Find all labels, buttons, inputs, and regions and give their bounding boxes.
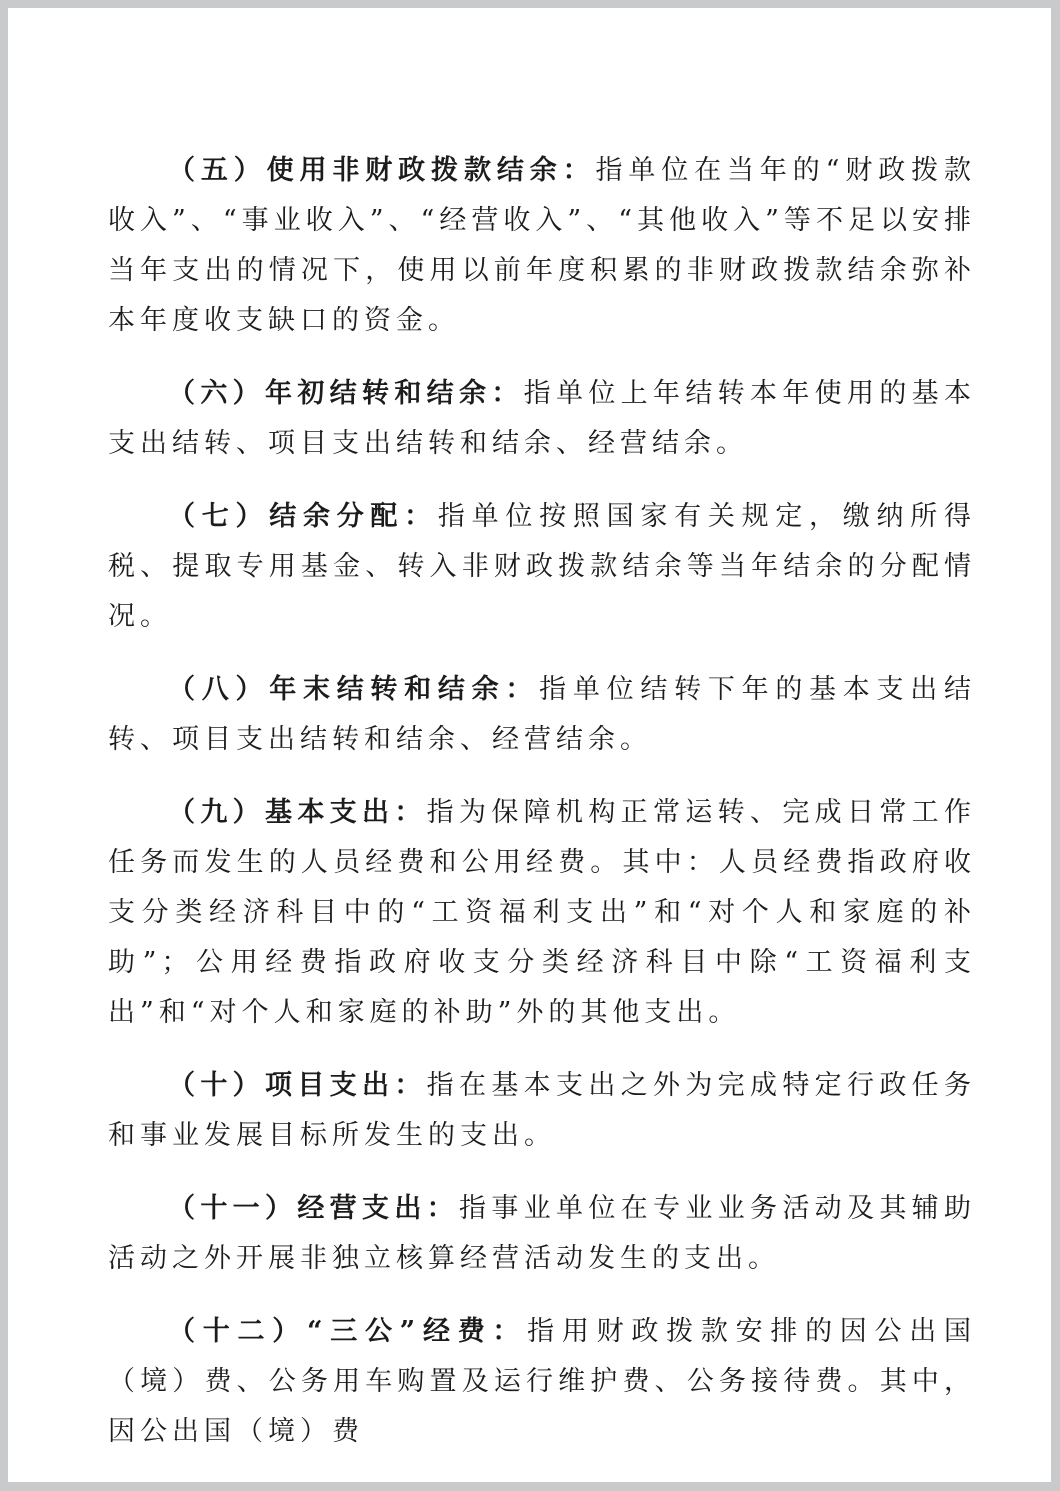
document-page bbox=[8, 8, 1051, 1482]
paragraph-9 bbox=[108, 788, 976, 1038]
paragraph-8 bbox=[108, 665, 976, 765]
paragraph-12 bbox=[108, 1307, 976, 1457]
document-body bbox=[108, 146, 976, 1480]
paragraph-heading: （十二）“三公”经费： bbox=[168, 1316, 528, 1347]
paragraph-text: 指为保障机构正常运转、完成日常工作任务而发生的人员经费和公用经费。其中：人员经费指政府收支分类经济科目中的“工资福利支出”和“对个人和家庭的补助”；公用经费指政府收支分类经济科目中除“工资福利支出”和“对个人和家庭的补助”外的其他支出。 bbox=[108, 797, 977, 1028]
paragraph-heading: （十一）经营支出： bbox=[168, 1193, 459, 1224]
paragraph-5 bbox=[108, 146, 976, 346]
paragraph-6 bbox=[108, 369, 976, 469]
paragraph-10 bbox=[108, 1061, 976, 1161]
paragraph-text: 指在基本支出之外为完成特定行政任务和事业发展目标所发生的支出。 bbox=[108, 1070, 977, 1151]
paragraph-heading: （八）年末结转和结余： bbox=[168, 674, 540, 705]
paragraph-heading: （九）基本支出： bbox=[168, 797, 427, 828]
paragraph-text: 指用财政拨款安排的因公出国（境）费、公务用车购置及运行维护费、公务接待费。其中，因公出国（境）费 bbox=[108, 1316, 977, 1447]
paragraph-11 bbox=[108, 1184, 976, 1284]
paragraph-text: 指单位在当年的“财政拨款收入”、“事业收入”、“经营收入”、“其他收入”等不足以安排当年支出的情况下，使用以前年度积累的非财政拨款结余弥补本年度收支缺口的资金。 bbox=[108, 155, 976, 336]
paragraph-heading: （五）使用非财政拨款结余： bbox=[168, 155, 596, 186]
paragraph-text: 指单位按照国家有关规定，缴纳所得税、提取专用基金、转入非财政拨款结余等当年结余的分配情况。 bbox=[108, 501, 977, 632]
paragraph-heading: （六）年初结转和结余： bbox=[168, 378, 524, 409]
paragraph-heading: （十）项目支出： bbox=[168, 1070, 427, 1101]
paragraph-7 bbox=[108, 492, 976, 642]
paragraph-text: 指事业单位在专业业务活动及其辅助活动之外开展非独立核算经营活动发生的支出。 bbox=[108, 1193, 976, 1274]
paragraph-text: 指单位结转下年的基本支出结转、项目支出结转和结余、经营结余。 bbox=[108, 674, 977, 755]
paragraph-heading: （七）结余分配： bbox=[168, 501, 438, 532]
paragraph-text: 指单位上年结转本年使用的基本支出结转、项目支出结转和结余、经营结余。 bbox=[108, 378, 977, 459]
